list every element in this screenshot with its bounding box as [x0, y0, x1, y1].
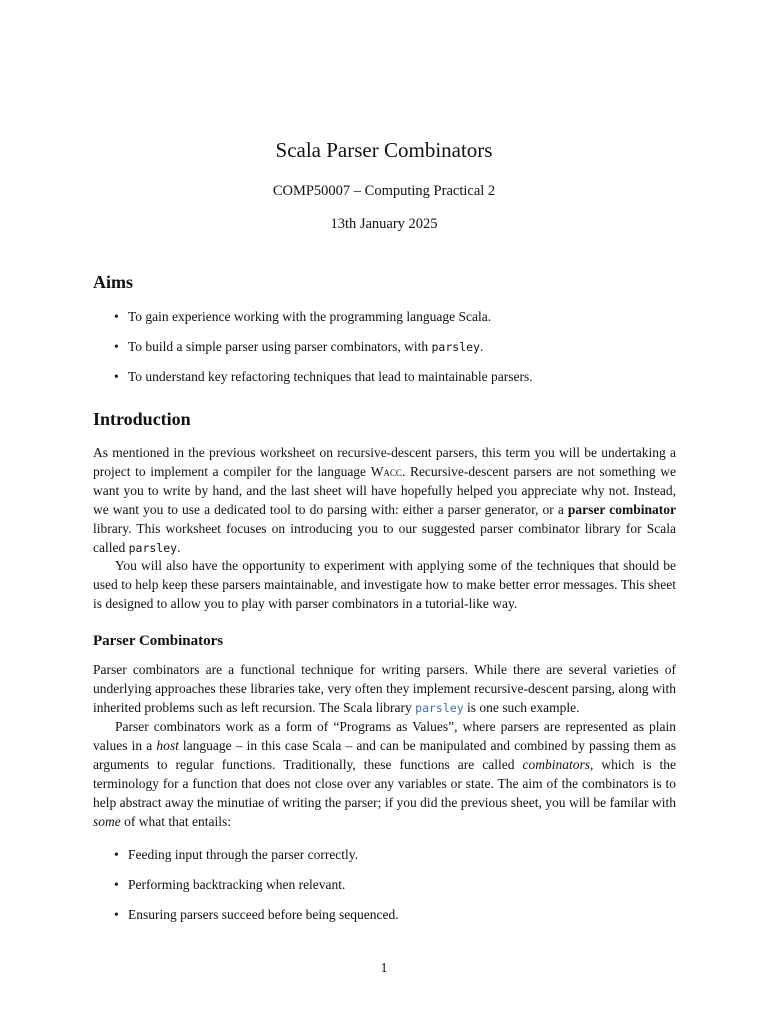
document-title: Scala Parser Combinators: [275, 138, 493, 162]
page-number: 1: [380, 960, 388, 975]
introduction-heading: Introduction: [93, 409, 191, 429]
intro-paragraph-1: As mentioned in the previous worksheet on recursive-descent parsers, this term you will be undertaking a project to implement a compiler for the language Wacc. Recursive-descent parsers are not something we want you to write by hand, and the last sheet will have hopefully helped you appreciate why not. Instead, we want you to use a dedicated tool to do parsing with: either a parser generator, or a parser combinator library. This worksheet focuses on introducing you to our suggested parser combinator library for Scala called parsley.: [93, 445, 676, 555]
course-subtitle: COMP50007 – Computing Practical 2: [272, 183, 496, 199]
aims-list: [113, 308, 533, 398]
parser-combinators-heading: Parser Combinators: [93, 633, 224, 649]
parsley-link[interactable]: parsley: [415, 700, 464, 715]
combinators-paragraph-2: Parser combinators work as a form of “Programs as Values”, where parsers are represented as plain values in a host language – in this case Scala – and can be manipulated and combined by passing them as arguments to regular functions. Traditionally, these functions are called combinators, which is the terminology for a function that does not close over any variables or state. The aim of the combinators is to help abstract away the minutiae of writing the parser; if you did the previous sheet, you will be familar with some of what that entails:: [93, 719, 677, 829]
combinators-paragraph-1: Parser combinators are a functional technique for writing parsers. While there are several varieties of underlying approaches these libraries take, very often they implement recursive-descent parsing, along with inherited problems such as left recursion. The Scala library parsley is one such example.: [93, 662, 676, 715]
combinators-item: • Feeding input through the parser correctly.: [113, 846, 399, 876]
aims-item: • To understand key refactoring techniques that lead to maintainable parsers.: [113, 368, 533, 398]
document-date: 13th January 2025: [330, 216, 438, 232]
combinators-item: • Performing backtracking when relevant.: [113, 876, 399, 906]
intro-paragraph-2: You will also have the opportunity to experiment with applying some of the techniques that should be used to help keep these parsers maintainable, and investigate how to make better error messages. This sheet is designed to allow you to play with parser combinators in a tutorial-like way.: [93, 558, 676, 611]
inline-code: parsley: [128, 540, 178, 555]
inline-code: parsley: [431, 340, 480, 354]
combinators-item: • Ensuring parsers succeed before being sequenced.: [113, 906, 399, 936]
aims-item: • To gain experience working with the programming language Scala.: [113, 308, 533, 338]
aims-heading: Aims: [93, 272, 133, 292]
wacc-language-name: Wacc: [370, 463, 402, 479]
combinators-list: [113, 846, 399, 936]
aims-item: • To build a simple parser using parser combinators, with parsley.: [113, 338, 533, 368]
